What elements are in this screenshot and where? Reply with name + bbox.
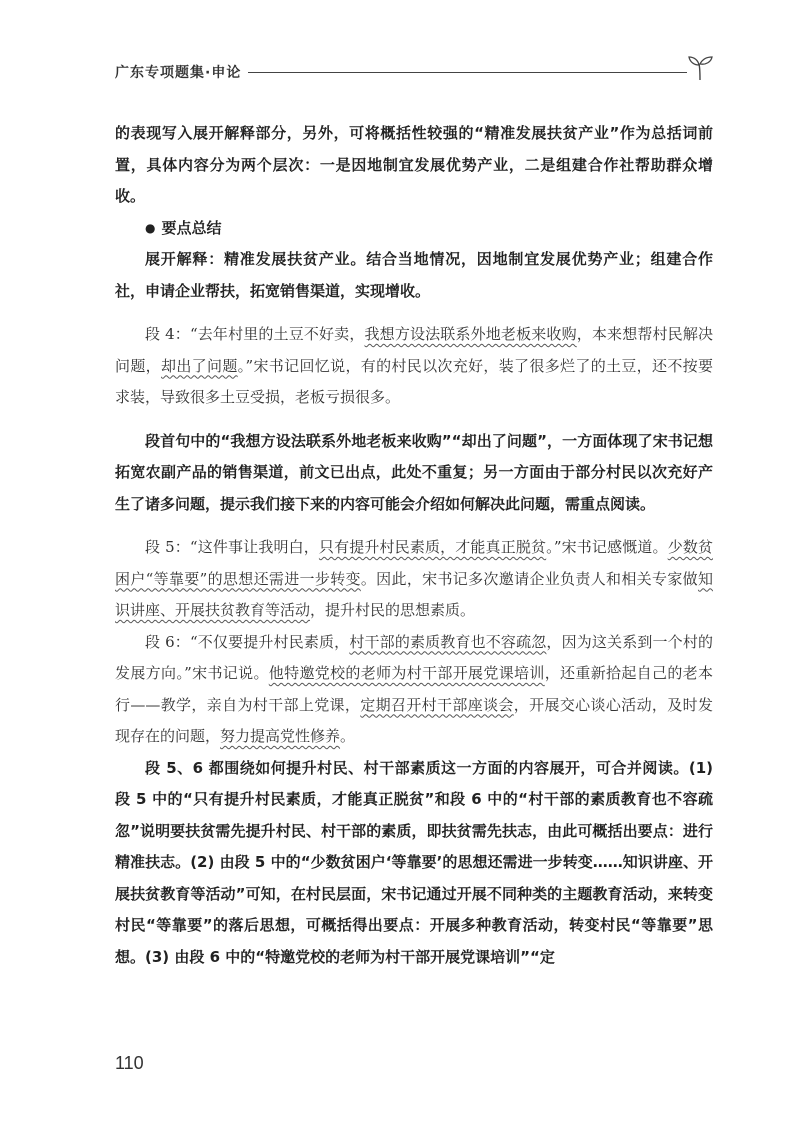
seg5-text: ，提升村民的思想素质。 xyxy=(310,601,476,619)
sprout-icon xyxy=(685,52,715,82)
seg5-text: 。”宋书记感慨道。 xyxy=(546,538,668,556)
quote-segment-4 xyxy=(115,319,713,414)
seg5-text: 。因此，宋书记多次邀请企业负责人和相关专家做 xyxy=(360,569,698,588)
seg4-text: 段 4：“去年村里的土豆不好卖， xyxy=(145,325,365,343)
seg6-highlight: 村干部的素质教育也不容疏忽 xyxy=(349,632,547,651)
seg5-highlight: 知识讲座、开展扶贫教育等活动 xyxy=(115,569,713,619)
seg5-text: 段 5：“这件事让我明白， xyxy=(145,538,319,556)
quote-segment-5 xyxy=(115,532,713,627)
section-heading xyxy=(115,213,713,245)
seg4-text: 。”宋书记回忆说，有的村民以次充好，装了很多烂了的土豆，还不按要求装，导致很多土豆受损，老板亏损很多。 xyxy=(115,356,713,406)
paragraph-intro: 的表现写入展开解释部分，另外，可将概括性较强的“精准发展扶贫产业”作为总括词前置，具体内容分为两个层次：一是因地制宜发展优势产业，二是组建合作社帮助群众增收。 xyxy=(115,124,713,205)
seg6-highlight: 他特邀党校的老师为村干部开展党课培训 xyxy=(268,664,545,682)
header-title: 广东专项题集·申论 xyxy=(115,65,242,81)
page-number: 110 xyxy=(115,1053,144,1073)
seg5-highlight: 只有提升村民素质，才能真正脱贫 xyxy=(318,538,547,556)
seg6-highlight: 努力提高党性修养 xyxy=(220,727,341,745)
section-heading-text: 要点总结 xyxy=(161,218,222,237)
seg6-highlight: 定期召开村干部座谈会 xyxy=(360,695,514,714)
paragraph-analysis-4: 段首句中的“我想方设法联系外地老板来收购”“却出了问题”，一方面体现了宋书记想拓宽农副产品的销售渠道，前文已出点，此处不重复；另一方面由于部分村民以次充好产生了诸多问题，提示我们接下来的内容可能会介绍如何解决此问题，需重点阅读。 xyxy=(115,431,713,513)
seg6-text: 段 6：“不仅要提升村民素质， xyxy=(145,632,350,651)
seg4-text: ，本来想帮村民解决问题， xyxy=(115,325,713,375)
seg6-text: ，还重新拾起自己的老本行——教学，亲自为村干部上党课， xyxy=(115,664,713,714)
paragraph-analysis-5-6: 段 5、6 都围绕如何提升村民、村干部素质这一方面的内容展开，可合并阅读。(1) 段 5 中的“只有提升村民素质，才能真正脱贫”和段 6 中的“村干部的素质教育也不容疏忽”说明要扶贫需先提升村民、村干部的素质，即扶贫需先扶志，由此可概括出要点：进行精准扶志。(2) 由段 5 中的“少数贫困户‘等靠要’的思想还需进一步转变……知识讲座、开展扶贫教育等活动”可知，在村民层面，宋书记通过开展不同种类的主题教育活动，来转变村民“等靠要”的落后思想，可概括得出要点：开展多种教育活动，转变村民“等靠要”思想。(3) 由段 6 中的“特邀党校的老师为村干部开展党课培训”“定 xyxy=(115,758,713,966)
paragraph-summary: 展开解释：精准发展扶贫产业。结合当地情况，因地制宜发展优势产业；组建合作社，申请企业帮扶，拓宽销售渠道，实现增收。 xyxy=(115,250,713,300)
seg6-text: ，开展交心谈心活动，及时发现存在的问题， xyxy=(115,695,713,745)
page-content xyxy=(115,118,713,973)
seg4-highlight: 却出了问题 xyxy=(161,356,238,375)
page-header xyxy=(115,56,715,82)
quote-segment-6 xyxy=(115,627,713,753)
seg4-highlight: 我想方设法联系外地老板来收购 xyxy=(364,325,577,343)
seg6-text: 。 xyxy=(340,727,356,745)
seg6-text: ，因为这关系到一个村的发展方向。”宋书记说。 xyxy=(115,632,713,682)
header-rule xyxy=(248,72,687,73)
seg5-highlight: 少数贫困户“等靠要”的思想还需进一步转变 xyxy=(115,538,713,588)
